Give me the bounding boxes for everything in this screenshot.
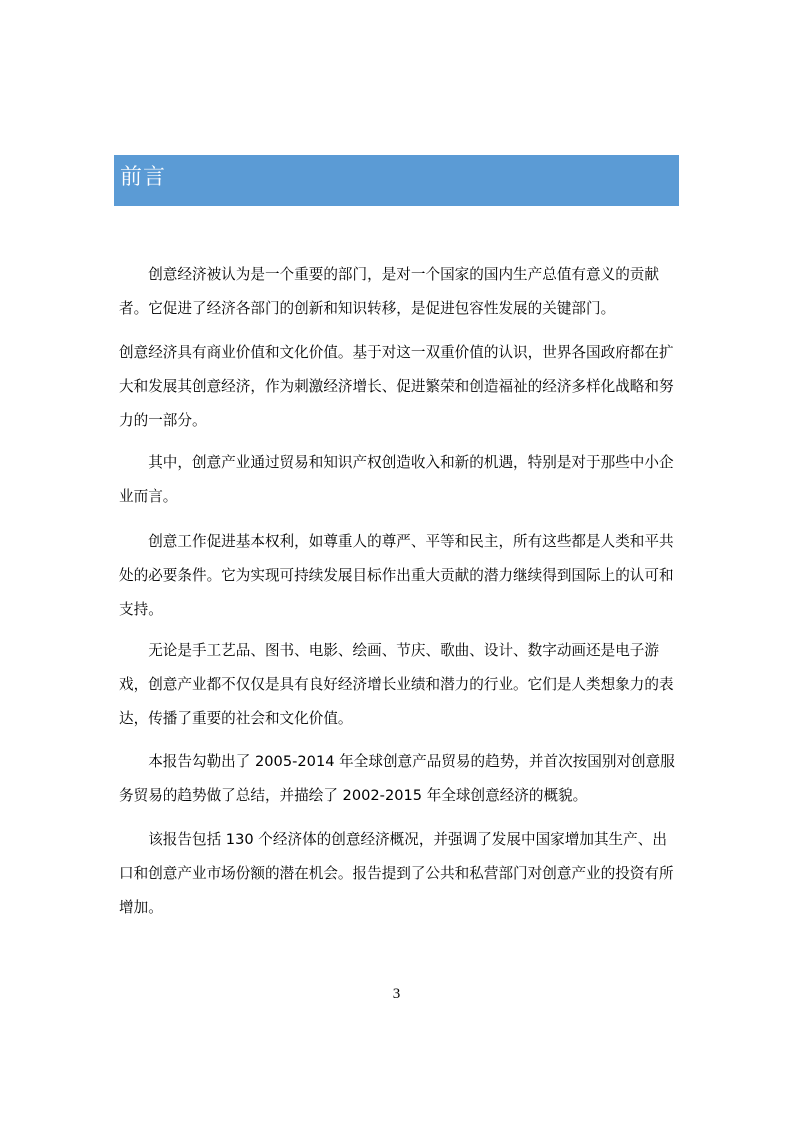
paragraph-examples: 无论是手工艺品、图书、电影、绘画、节庆、歌曲、设计、数字动画还是电子游戏，创意产业都不仅仅是具有良好经济增长业绩和潜力的行业。它们是人类想象力的表达，传播了重要的社会和文化价值。 <box>119 642 674 727</box>
paragraph-rights: 创意工作促进基本权利，如尊重人的尊严、平等和民主，所有这些都是人类和平共处的必要条件。它为实现可持续发展目标作出重大贡献的潜力继续得到国际上的认可和支持。 <box>119 533 674 618</box>
paragraph-report-trends: 本报告勾勒出了 2005-2014 年全球创意产品贸易的趋势，并首次按国别对创意服务贸易的趋势做了总结，并描绘了 2002-2015 年全球创意经济的概貌。 <box>119 753 675 804</box>
page-number: 3 <box>392 986 401 1002</box>
paragraph-intro: 创意经济被认为是一个重要的部门，是对一个国家的国内生产总值有意义的贡献者。它促进了经济各部门的创新和知识转移，是促进包容性发展的关键部门。 <box>119 266 659 317</box>
paragraph-value: 创意经济具有商业价值和文化价值。基于对这一双重价值的认识，世界各国政府都在扩大和发展其创意经济，作为刺激经济增长、促进繁荣和创造福祉的经济多样化战略和努力的一部分。 <box>119 344 674 429</box>
paragraph-report-scope: 该报告包括 130 个经济体的创意经济概况，并强调了发展中国家增加其生产、出口和创意产业市场份额的潜在机会。报告提到了公共和私营部门对创意产业的投资有所增加。 <box>119 831 674 916</box>
paragraph-industries: 其中，创意产业通过贸易和知识产权创造收入和新的机遇，特别是对于那些中小企业而言。 <box>119 454 674 505</box>
section-heading-bar <box>114 155 679 206</box>
section-title: 前言 <box>120 165 167 190</box>
